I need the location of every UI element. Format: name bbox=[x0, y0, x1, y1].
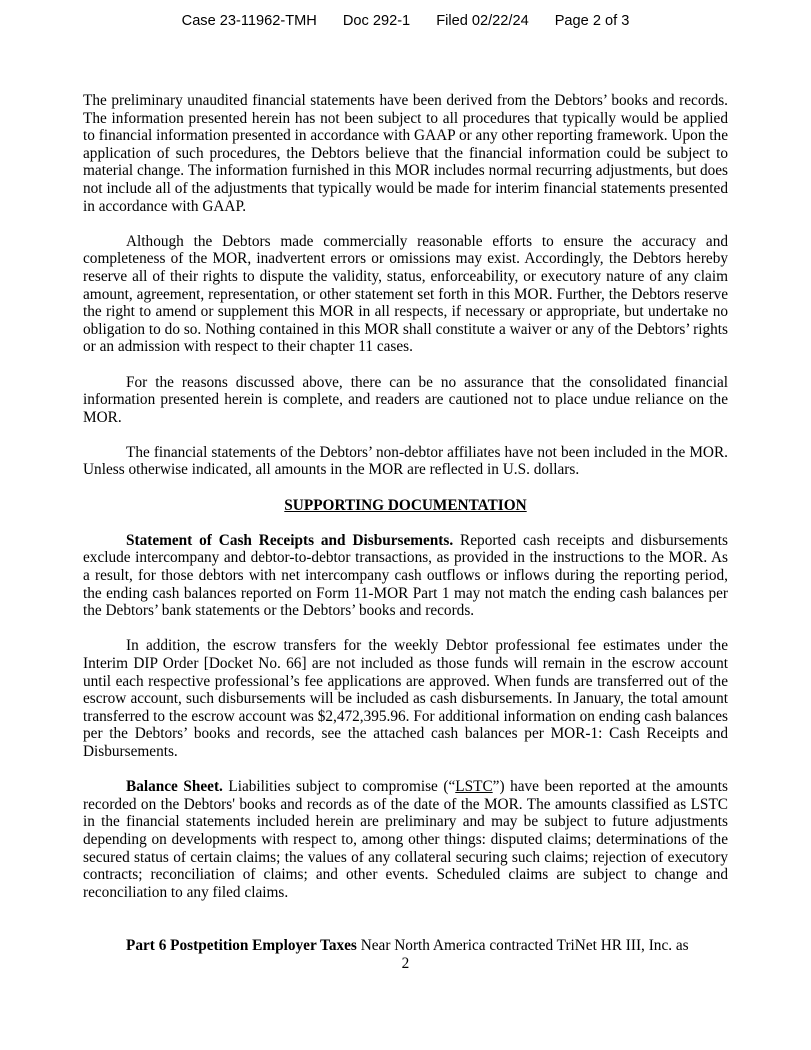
paragraph-part6-employer-taxes bbox=[83, 937, 728, 955]
ecf-header-stamp bbox=[0, 0, 811, 30]
paragraph-balance-sheet bbox=[83, 778, 728, 901]
section-heading-supporting-documentation: SUPPORTING DOCUMENTATION bbox=[284, 496, 527, 514]
paragraph-preliminary-statements: The preliminary unaudited financial statements have been derived from the Debtors’ books and records. The information presented herein has not been subject to all procedures that typically would be applied to financial information presented in accordance with GAAP or any other reporting framework. Upon the application of such procedures, the Debtors believe that the financial information could be subject to material change. The information furnished in this MOR includes normal recurring adjustments, but does not include all of the adjustments that typically would be made for interim financial statements presented in accordance with GAAP. bbox=[83, 92, 728, 215]
paragraph-no-assurance: For the reasons discussed above, there can be no assurance that the consolidated financial information presented herein is complete, and readers are cautioned not to place undue reliance on the MOR. bbox=[83, 373, 728, 426]
paragraph-cash-receipts bbox=[83, 532, 728, 620]
paragraph-reasonable-efforts: Although the Debtors made commercially reasonable efforts to ensure the accuracy and completeness of the MOR, inadvertent errors or omissions may exist. Accordingly, the Debtors hereby reserve all of their rights to dispute the validity, status, enforceability, or executory nature of any claim amount, agreement, representation, or other statement set forth in this MOR. Further, the Debtors reserve the right to amend or supplement this MOR in all respects, if necessary or appropriate, but undertake no obligation to do so. Nothing contained in this MOR shall constitute a waiver or any of the Debtors’ rights or an admission with respect to their chapter 11 cases. bbox=[83, 232, 728, 356]
paragraph-lead-balance-sheet: Balance Sheet. bbox=[126, 778, 223, 796]
paragraph-lead-cash-receipts: Statement of Cash Receipts and Disbursements. bbox=[126, 531, 454, 549]
paragraph-text: ”) have been reported at the amounts recorded on the Debtors' books and records as of the date of the MOR. The amounts classified as LSTC in the financial statements included herein are preliminary and may be subject to future adjustments depending on developments with respect to, among other things: disputed claims; determinations of the secured status of certain claims; the values of any collateral securing such claims; rejection of executory contracts; reconciliation of claims; and other events. Scheduled claims are subject to change and reconciliation to any filed claims. bbox=[83, 778, 728, 901]
page-number: 2 bbox=[401, 954, 410, 972]
paragraph-lead-part6: Part 6 Postpetition Employer Taxes bbox=[126, 937, 357, 955]
paragraph-text: Liabilities subject to compromise (“ bbox=[222, 778, 456, 796]
lstc-abbreviation: LSTC bbox=[455, 778, 493, 796]
paragraph-text: Near North America contracted TriNet HR III, Inc. as bbox=[356, 937, 689, 955]
case-number: Case 23-11962-TMH bbox=[181, 13, 317, 29]
page-indicator: Page 2 of 3 bbox=[554, 13, 630, 29]
paragraph-text: Reported cash receipts and disbursements exclude intercompany and debtor-to-debtor transactions, as provided in the instructions to the MOR. As a result, for those debtors with net intercompany cash outflows or inflows during the reporting period, the ending cash balances reported on Form 11-MOR Part 1 may not match the ending cash balances per the Debtors’ bank statements or the Debtors’ books and records. bbox=[83, 531, 728, 620]
paragraph-non-debtor-affiliates: The financial statements of the Debtors’ non-debtor affiliates have not been included in the MOR. Unless otherwise indicated, all amounts in the MOR are reflected in U.S. dollars. bbox=[83, 443, 728, 479]
document-body bbox=[83, 92, 728, 973]
paragraph-escrow-transfers: In addition, the escrow transfers for the weekly Debtor professional fee estimates under the Interim DIP Order [Docket No. 66] are not included as those funds will remain in the escrow account until each respective professional’s fee applications are approved. When funds are transferred out of the escrow account, such disbursements will be included as cash disbursements. In January, the total amount transferred to the escrow account was $2,472,395.96. For additional information on ending cash balances per the Debtors’ books and records, see the attached cash balances per MOR-1: Cash Receipts and Disbursements. bbox=[83, 637, 728, 760]
doc-number: Doc 292-1 bbox=[342, 13, 411, 29]
filed-date: Filed 02/22/24 bbox=[436, 13, 529, 29]
